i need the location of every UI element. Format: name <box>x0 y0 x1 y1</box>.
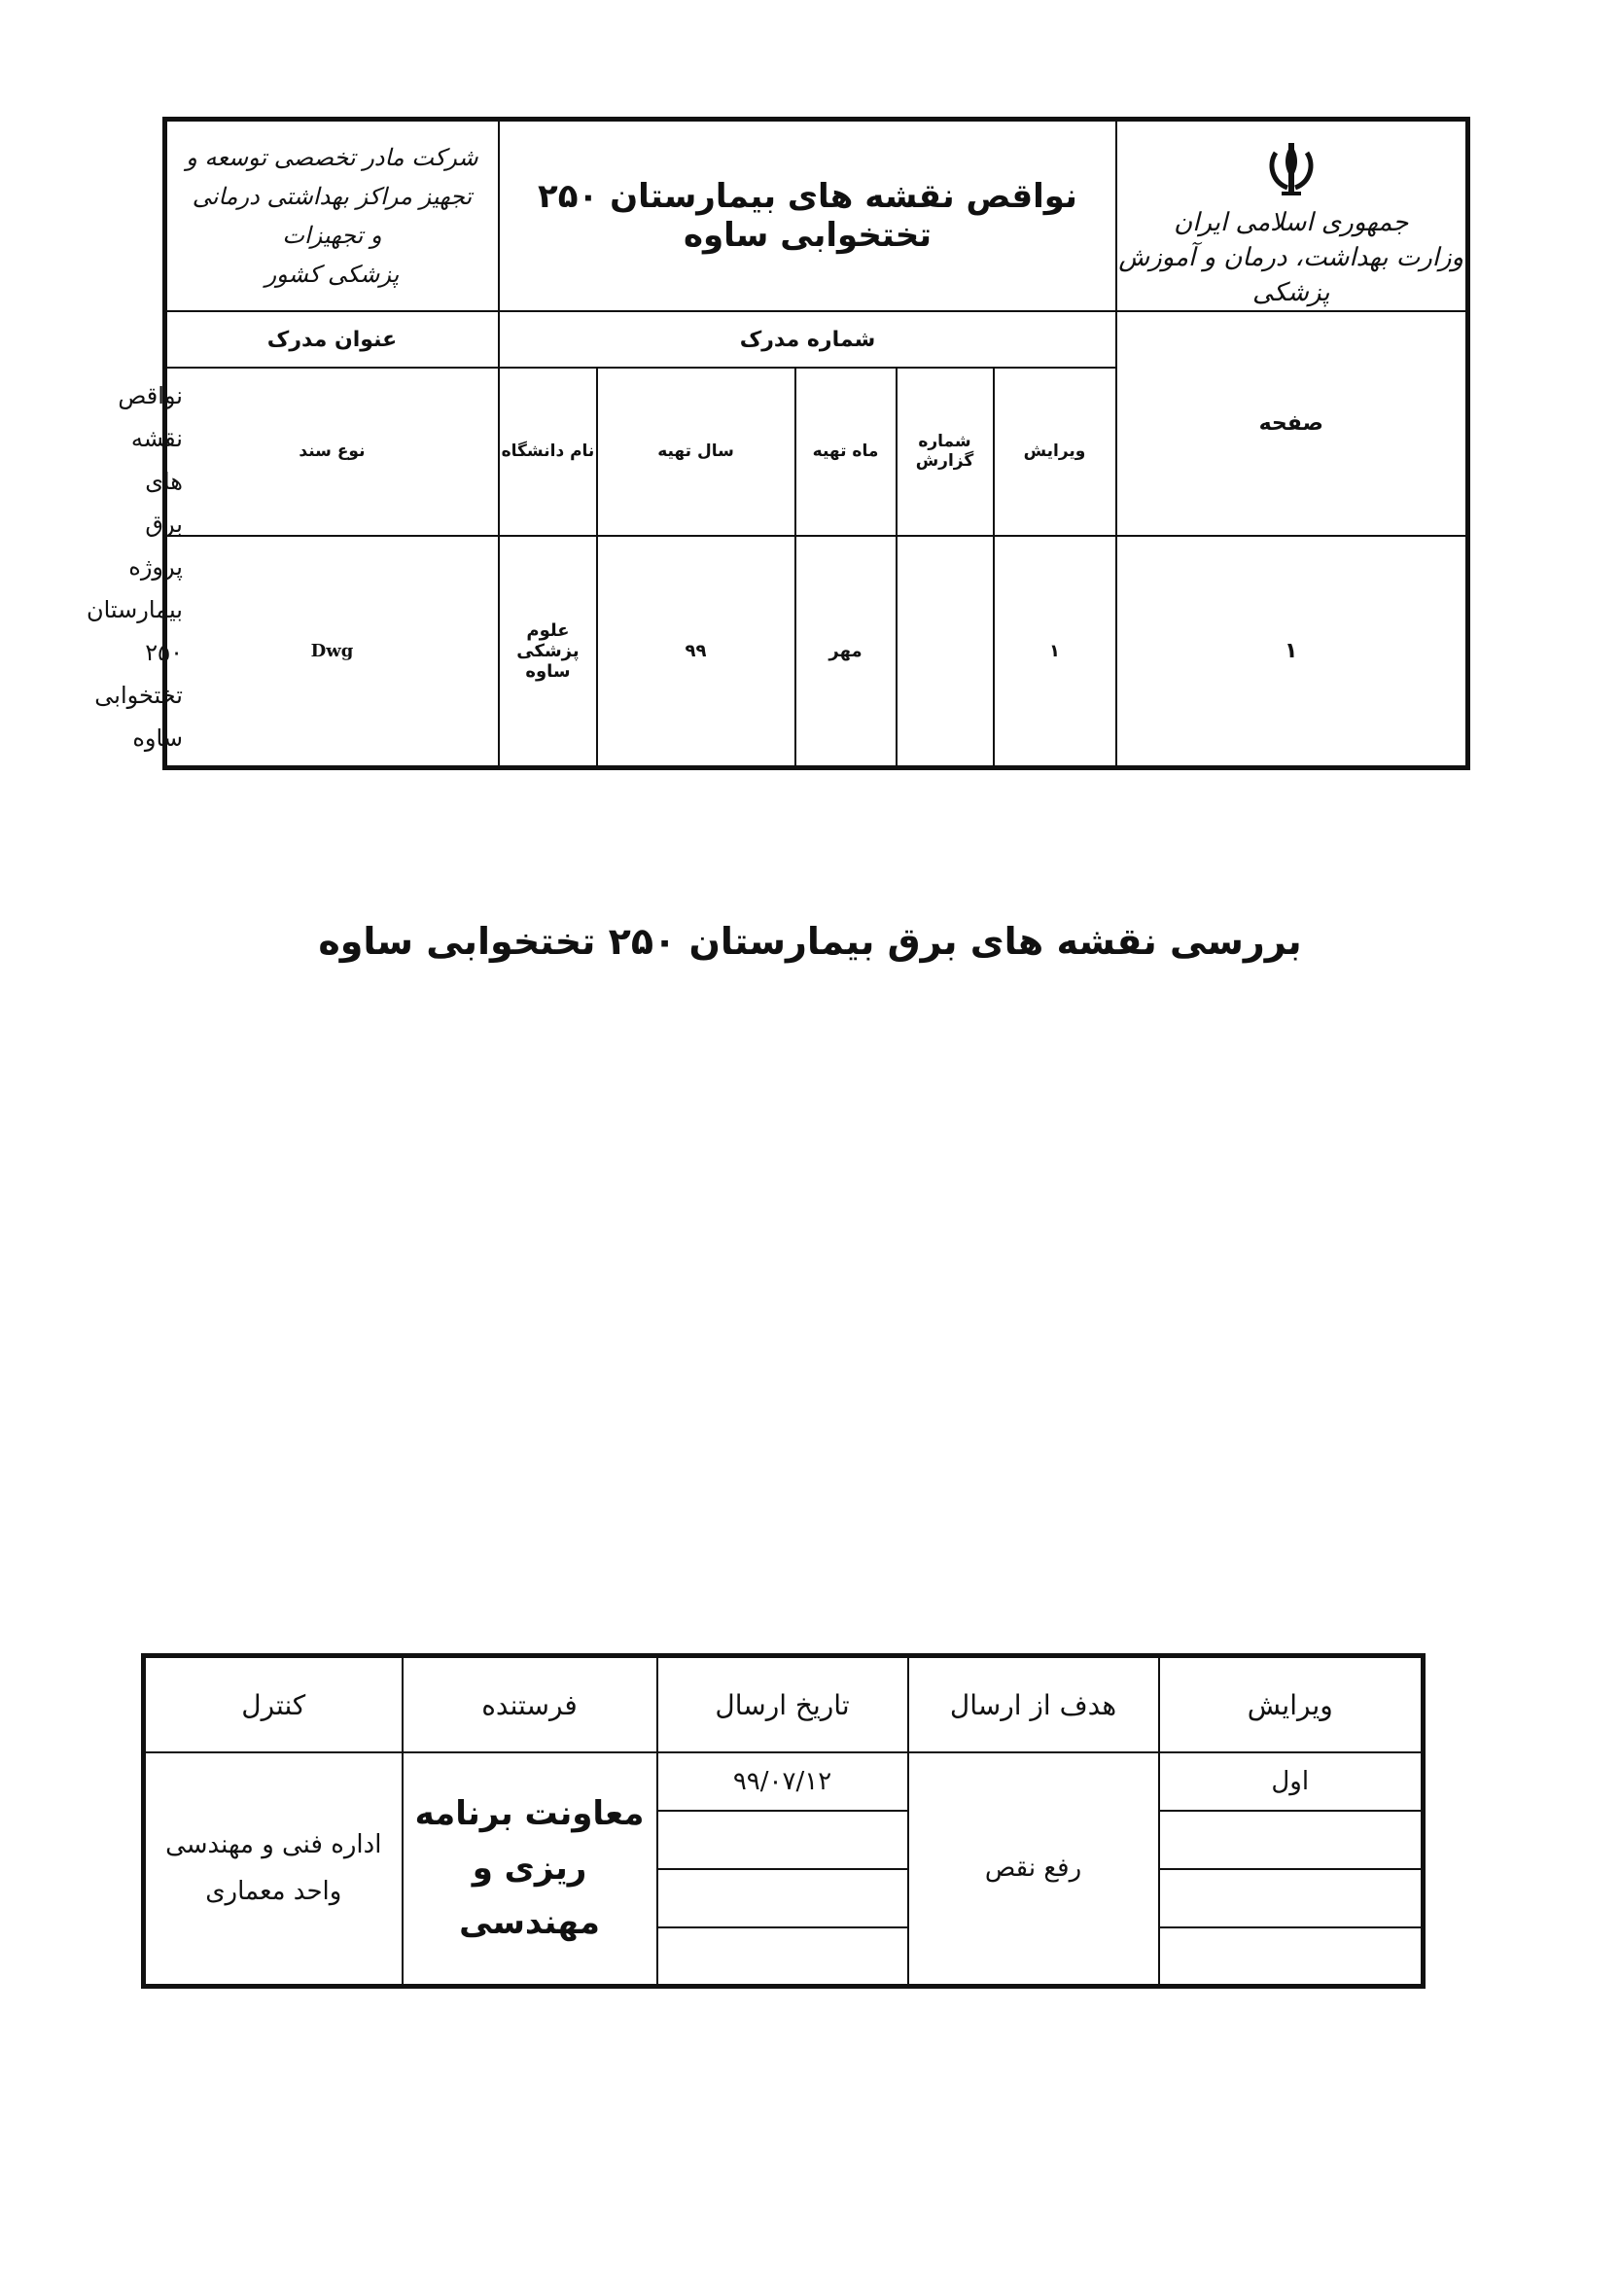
send-date-cell <box>657 1927 908 1986</box>
company-name <box>164 120 499 312</box>
transmittal-table <box>141 1653 1426 1989</box>
sender-line-2: ریزی و مهندسی <box>459 1849 600 1943</box>
sender-line-1: معاونت برنامه <box>414 1794 645 1834</box>
sender-value <box>403 1752 657 1986</box>
company-name-line-1: شرکت مادر تخصصی توسعه و تجهیز مراکز بهداشتی درمانی و تجهیزات <box>186 144 478 249</box>
revision-header: ویرایش <box>1159 1656 1424 1753</box>
header-table: جمهوری اسلامی ایران وزارت بهداشت، درمان و آموزش پزشکی نواقص نقشه های بیمارستان ۲۵۰ تختخوابی ساوه شرکت مادر تخصصی توسعه و تجهیز مراکز بهداشتی درمانی و تجهیزات پزشکی کشور صفحه شماره مدرک عنوان مدرک ویرایش شماره گزارش ماه تهیه سال تهیه نام دانشگاه نوع سند نواقص نقشه های برق پروژه بیمارستان ۲۵۰ تختخوابی ساوه ۱ ۱ مهر ۹۹ علوم پزشکی ساوه Dwg <box>162 117 1470 770</box>
ministry-name-line-1: جمهوری اسلامی ایران <box>1174 208 1409 237</box>
control-value <box>144 1752 403 1986</box>
send-date-header: تاریخ ارسال <box>657 1656 908 1753</box>
revision-value: ۱ <box>994 536 1116 768</box>
revision-cell <box>1159 1927 1424 1986</box>
report-number-value <box>897 536 994 768</box>
document-title: نواقص نقشه های بیمارستان ۲۵۰ تختخوابی ساوه <box>499 120 1115 312</box>
month-label: ماه تهیه <box>795 368 897 536</box>
send-date-cell <box>657 1869 908 1927</box>
transmittal-block <box>146 1653 1426 1989</box>
control-line-2: واحد معماری <box>205 1877 342 1907</box>
report-number-label: شماره گزارش <box>897 368 994 536</box>
page-value: ۱ <box>1116 536 1468 768</box>
send-date-cell <box>657 1811 908 1869</box>
page-label: صفحه <box>1116 311 1468 536</box>
doc-type-value: Dwg <box>164 536 499 768</box>
doc-type-label: نوع سند <box>164 368 499 536</box>
send-date-cell: ۹۹/۰۷/۱۲ <box>657 1752 908 1811</box>
control-line-1: اداره فنی و مهندسی <box>165 1830 382 1860</box>
year-value: ۹۹ <box>597 536 795 768</box>
revision-label: ویرایش <box>994 368 1116 536</box>
revision-cell <box>1159 1811 1424 1869</box>
revision-cell: اول <box>1159 1752 1424 1811</box>
document-header <box>86 117 1470 770</box>
ministry-name-line-2: وزارت بهداشت، درمان و آموزش پزشکی <box>1118 243 1464 307</box>
university-label: نام دانشگاه <box>499 368 596 536</box>
document-subject-label: عنوان مدرک <box>164 311 499 368</box>
purpose-header: هدف از ارسال <box>908 1656 1159 1753</box>
purpose-value: رفع نقص <box>908 1752 1159 1986</box>
main-title: بررسی نقشه های برق بیمارستان ۲۵۰ تختخوابی ساوه <box>318 920 1302 963</box>
sender-header: فرستنده <box>403 1656 657 1753</box>
month-value: مهر <box>795 536 897 768</box>
control-header: کنترل <box>144 1656 403 1753</box>
document-number-label: شماره مدرک <box>499 311 1115 368</box>
revision-cell <box>1159 1869 1424 1927</box>
university-value: علوم پزشکی ساوه <box>499 536 596 768</box>
ministry-logo-cell <box>1116 120 1468 312</box>
iran-emblem-icon <box>1264 139 1319 201</box>
year-label: سال تهیه <box>597 368 795 536</box>
company-name-line-2: پزشکی کشور <box>264 261 400 288</box>
